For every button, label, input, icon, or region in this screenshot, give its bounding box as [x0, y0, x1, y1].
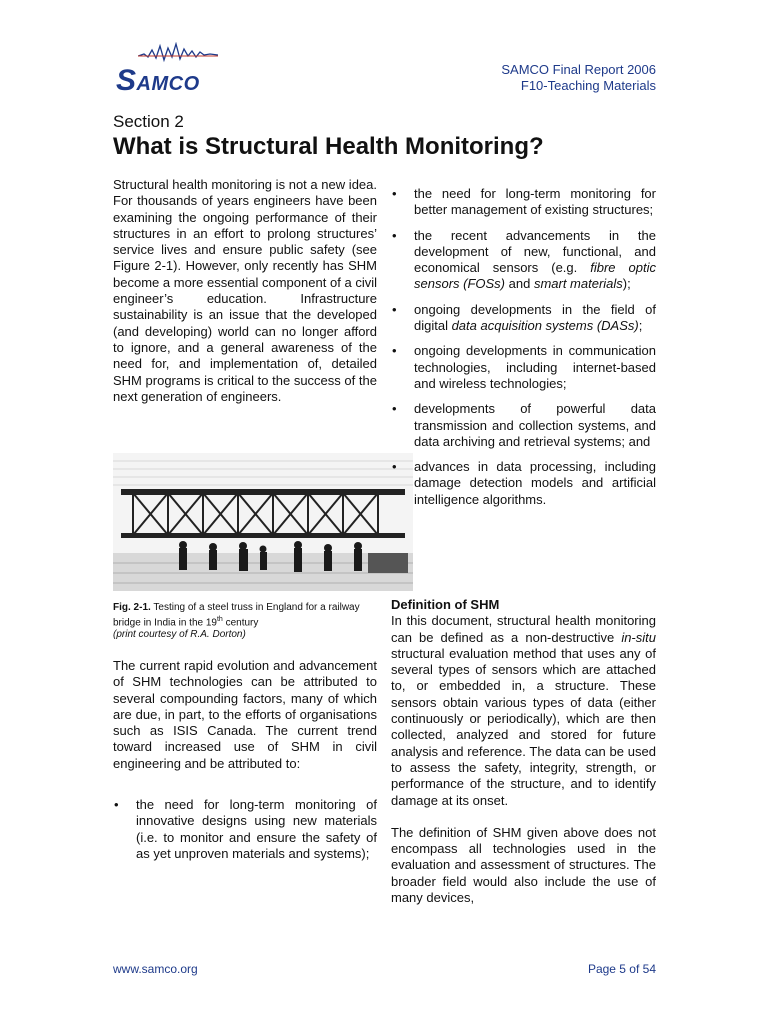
intro-paragraph: Structural health monitoring is not a new idea. For thousands of years engineers have been examining the ongoing performance of their structures in an effort to prolong structures’ service lives and ensure public safety (see Figure 2-1). However, only recently has SHM become a more essential component of a civil engineer’s education. Infrastructure sustainability is an issue that the developed (and developing) world can no longer afford to ignore, and a general awareness of the need for, and implementation of, detailed SHM programs is critical to the success of the next generation of engineers.: [113, 177, 377, 404]
report-title-line1: SAMCO Final Report 2006: [501, 62, 656, 77]
left-bullet-list: [113, 797, 377, 871]
list-item: • developments of powerful data transmission and collection systems, and data archiving and retrieval systems; and: [391, 401, 656, 450]
report-title: [501, 62, 656, 94]
report-title-line2: F10-Teaching Materials: [520, 78, 656, 93]
figure-caption: Fig. 2-1. Testing of a steel truss in England for a railway bridge in India in the 19th century (print courtesy of R.A. Dorton): [113, 602, 360, 641]
page-number: Page 5 of 54: [587, 962, 656, 976]
website-link[interactable]: www.samco.org: [113, 962, 198, 976]
list-item: • ongoing developments in the field of digital data acquisition systems (DASs);: [391, 302, 656, 335]
samco-logo: [112, 40, 222, 96]
list-item: • the recent advancements in the development of new, functional, and economical sensors (e.g. fibre optic sensors (FOSs) and smart materials);: [391, 228, 656, 293]
list-item: • advances in data processing, including damage detection models and artificial intelligence algorithms.: [391, 459, 656, 508]
list-item: • ongoing developments in communication technologies, including internet-based and wireless technologies;: [391, 343, 656, 392]
definition-heading: Definition of SHM: [391, 597, 500, 612]
section-label: Section 2: [113, 112, 184, 131]
logo-wordmark: SAMCO: [116, 64, 200, 97]
list-item: • the need for long-term monitoring for better management of existing structures;: [391, 186, 656, 219]
list-item: • the need for long-term monitoring of innovative designs using new materials (i.e. to monitor and ensure the safety of as yet unproven materials and systems);: [113, 797, 377, 862]
factors-paragraph: The current rapid evolution and advancement of SHM technologies can be attributed to several compounding factors, many of which are due, in part, to the efforts of organisations such as ISIS Canada. The current trend toward increased use of SHM in civil engineering and be attributed to:: [113, 658, 377, 771]
definition-paragraph-2: The definition of SHM given above does not encompass all technologies used in the evaluation and assessment of structures. The broader field would also include the use of many devices,: [391, 824, 656, 906]
bridge-signal-icon: [138, 42, 218, 64]
definition-section: [391, 597, 656, 906]
right-bullet-list: [391, 186, 656, 517]
figure-steel-truss: [113, 453, 413, 591]
definition-paragraph: In this document, structural health monitoring can be defined as a non-destructive in-situ structural evaluation method that uses any of several types of sensors which are attached to, or embedded in, a structure. These sensors obtain various types of data (either continuously or periodically), which are then collected, analyzed and stored for future analysis and reference. The data can be used to assess the safety, integrity, strength, or performance of the structure, and to identify damage at its onset.: [391, 613, 656, 808]
page-title: What is Structural Health Monitoring?: [113, 133, 544, 160]
